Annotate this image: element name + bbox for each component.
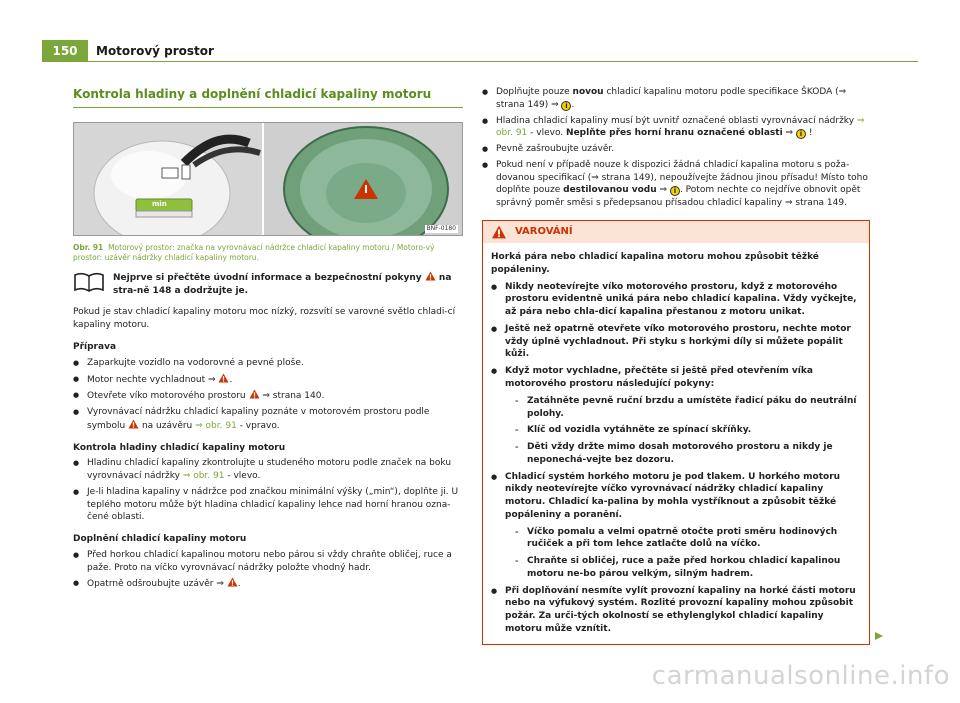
chapter-title: Motorový prostor (96, 44, 214, 58)
warning-body (483, 243, 869, 644)
page-number: 150 (42, 40, 88, 62)
warning-sublist (505, 395, 861, 467)
warning-icon (425, 271, 436, 281)
check-title: Kontrola hladiny chladicí kapaliny motoru (73, 442, 286, 453)
fill-list (73, 549, 463, 591)
figure-link[interactable]: ⇒ obr. 91 (182, 471, 225, 482)
list-item: ● Doplňujte pouze novou chladicí kapalinu motoru podle specifikace ŠKODA (⇒ strana 149) ⇒ i . (482, 86, 870, 112)
caption-text: Motorový prostor: značka na vyrovnávací nádržce chladicí kapaliny motoru / Motoro-vý prostor: uzávěr nádržky chladicí kapaliny motoru. (73, 243, 435, 263)
list-item: – Klíč od vozidla vytáhněte ze spínací skříňky. (505, 424, 861, 437)
figure-coolant-tank (73, 122, 463, 236)
warning-box (482, 220, 870, 645)
page-header (0, 0, 960, 62)
warning-sublist (505, 526, 861, 581)
list-item: ● Nikdy neotevírejte víko motorového prostoru, když z motorového prostoru evidentně uniká pára nebo chladicí kapalina. Vždy vyčkejte, až pára nebo chla-dicí kapalina přestanou z motoru unikat. (491, 281, 861, 319)
fill-title: Doplnění chladicí kapaliny motoru (73, 534, 247, 545)
list-item: ● Chladicí systém horkého motoru je pod tlakem. U horkého motoru nikdy neotevírejte víčko vyrovnávací nádržky chladicí kapaliny motoru. Chladicí ka-palina by mohla vystříknout a způsobit těžké popáleniny a poranění. – Víčko pomalu a velmi opatrně otočte proti směru hodinových ručiček a při tom lehce zatlačte dolů na víčko. – Chraňte si obličej, ruce a paže před horkou chladicí kapalinou motoru ne-bo párou velkým, silným hadrem. (491, 471, 861, 581)
section-title: Kontrola hladiny a doplnění chladicí kapaliny motoru (73, 86, 463, 108)
list-item: ● Při doplňování nesmíte vylít provozní kapaliny na horké části motoru nebo na výfukový systém. Rozlité provozní kapaliny mohou způsobit požár. Za urči-tých okolností se ethylenglykol chladicí kapaliny motoru může vznítit. (491, 585, 861, 636)
list-item: ● Opatrně odšroubujte uzávěr ⇒ . (73, 577, 463, 591)
list-item: ● Zaparkujte vozidlo na vodorovné a pevné ploše. (73, 357, 463, 370)
caption-prefix: Obr. 91 (73, 243, 104, 253)
fill-continued-list (482, 86, 870, 210)
min-label: min (152, 200, 167, 209)
list-item: ● Vyrovnávací nádržku chladicí kapaliny poznáte v motorovém prostoru podle symbolu na uzávěru ⇒ obr. 91 - vpravo. (73, 406, 463, 433)
watermark: carmanualsonline.info (651, 661, 950, 692)
warning-lead: Horká pára nebo chladicí kapalina motoru mohou způsobit těžké popáleniny. (491, 252, 819, 275)
list-item: ● Když motor vychladne, přečtěte si ještě před otevřením víka motorového prostoru následující pokyny: – Zatáhněte pevně ruční brzdu a umístěte řadicí páku do neutrální polohy. – Klíč od vozidla vytáhněte ze spínací skříňky. – Děti vždy držte mimo dosah motorového prostoru a nikdy je neponechá-vejte bez dozoru. (491, 365, 861, 466)
list-item: – Víčko pomalu a velmi opatrně otočte proti směru hodinových ručiček a při tom lehce zatlačte dolů na víčko. (505, 526, 861, 552)
list-item: ● Pokud není v případě nouze k dispozici žádná chladicí kapalina motoru s poža-dovanou specifikací (⇒ strana 149), nepoužívejte žádnou jinou přísadu! Místo toho doplňte pouze destilovanou vodu ⇒ i . Potom nechte co nejdříve obnovit opět správný poměr směsi s předepsanou přísadou chladicí kapaliny ⇒ strana 149. (482, 159, 870, 210)
check-list (73, 457, 463, 524)
info-icon: i (561, 101, 571, 111)
warning-list (491, 281, 861, 636)
prep-list (73, 357, 463, 433)
warning-icon (491, 225, 507, 239)
list-item: ● Motor nechte vychladnout ⇒ . (73, 373, 463, 387)
figure-caption (73, 243, 463, 263)
list-item: – Zatáhněte pevně ruční brzdu a umístěte řadicí páku do neutrální polohy. (505, 395, 861, 421)
figure-link[interactable]: ⇒ obr. 91 (496, 115, 865, 139)
continue-arrow-icon (875, 632, 883, 640)
info-icon: i (670, 186, 680, 196)
hot-coolant-symbol-icon (128, 419, 139, 429)
figure-link[interactable]: ⇒ obr. 91 (195, 420, 237, 431)
list-item: ● Otevřete víko motorového prostoru ⇒ strana 140. (73, 389, 463, 403)
read-first-note (73, 271, 463, 297)
list-item: ● Ještě než opatrně otevřete víko motorového prostoru, nechte motor vždy úplně vychladnout. Při styku s horkými díly si můžete popálit kůži. (491, 323, 861, 361)
note-text-b: na stra-ně 148 a dodržujte je. (113, 273, 452, 296)
warning-icon (227, 577, 238, 587)
list-item: – Děti vždy držte mimo dosah motorového prostoru a nikdy je neponechá-vejte bez dozoru. (505, 441, 861, 467)
list-item: – Chraňte si obličej, ruce a paže před horkou chladicí kapalinou motoru ne-bo párou velkým, silným hadrem. (505, 555, 861, 581)
prep-title: Příprava (73, 342, 117, 352)
header-divider (88, 61, 918, 62)
list-item: ● Je-li hladina kapaliny v nádržce pod značkou minimální výšky („min“), doplňte ji. U teplého motoru může být hladina chladicí kapaliny lehce nad horní hranou ozna-čené oblasti. (73, 486, 463, 524)
warning-icon (218, 373, 229, 383)
figure-illustration (74, 123, 463, 236)
warning-title: VAROVÁNÍ (515, 225, 573, 237)
info-icon: i (796, 129, 806, 139)
warning-header (483, 221, 869, 243)
right-column (482, 86, 870, 645)
list-item: ● Hladinu chladicí kapaliny zkontrolujte u studeného motoru podle značek na boku vyrovnávací nádržky ⇒ obr. 91 - vlevo. (73, 457, 463, 483)
left-column (73, 86, 463, 591)
list-item: ● Pevně zašroubujte uzávěr. (482, 143, 870, 156)
book-icon (73, 271, 105, 293)
intro-paragraph: Pokud je stav chladicí kapaliny motoru moc nízký, rozsvítí se varovné světlo chladi-cí kapaliny motoru. (73, 307, 456, 331)
note-text-a: Nejprve si přečtěte úvodní informace a bezpečnostní pokyny (113, 273, 422, 284)
figure-code: BNF-0180 (426, 224, 456, 232)
list-item: ● Před horkou chladicí kapalinou motoru nebo párou si vždy chraňte obličej, ruce a paže. Proto na víčko vyrovnávací nádržky položte vhodný hadr. (73, 549, 463, 575)
warning-icon (249, 389, 260, 399)
list-item: ● Hladina chladicí kapaliny musí být uvnitř označené oblasti vyrovnávací nádržky ⇒ obr. 91 - vlevo. Neplňte přes horní hranu označené oblasti ⇒ i ! (482, 115, 870, 141)
